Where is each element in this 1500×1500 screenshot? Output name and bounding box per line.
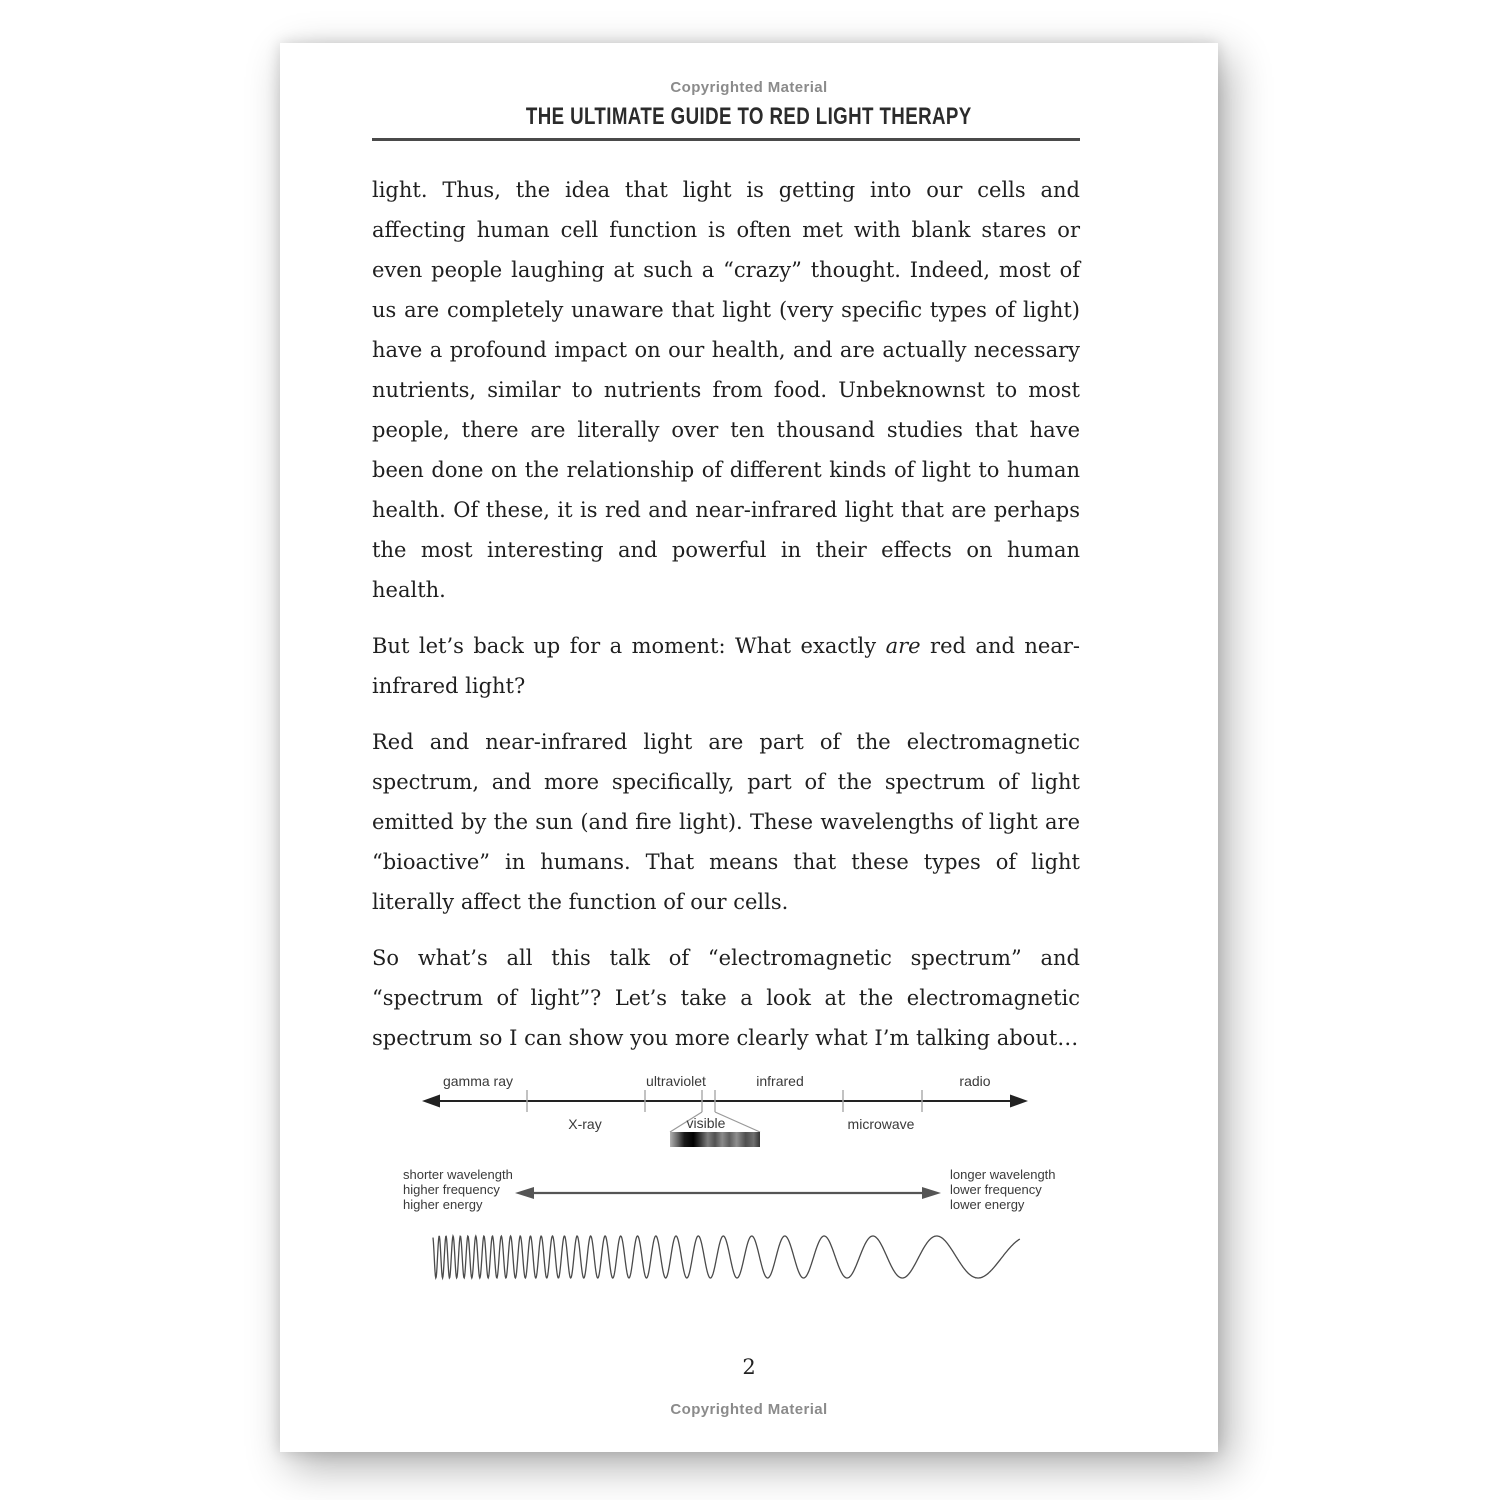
svg-text:lower frequency: lower frequency [950,1182,1042,1197]
page-number: 2 [742,1355,756,1379]
chirp-wave [433,1236,1020,1278]
copyright-notice-top: Copyrighted Material [670,79,828,96]
paragraph-2-emphasis: are [885,634,921,658]
annotation-shorter-wavelength [403,1167,513,1212]
axis-left-arrowhead [422,1095,440,1108]
paragraph-2-end: red and near-infrared light? [372,634,1080,698]
body-text [372,170,1080,1074]
label-visible: visible [686,1115,726,1131]
svg-text:shorter wavelength: shorter wavelength [403,1167,513,1182]
book-page [280,43,1218,1452]
label-xray: X-ray [568,1116,602,1132]
label-gamma-ray: gamma ray [442,1073,514,1089]
svg-text:higher frequency: higher frequency [403,1182,500,1197]
paragraph-2-start: But let’s back up for a moment: What exactly [372,634,886,658]
label-ultraviolet: ultraviolet [646,1073,706,1089]
svg-text:longer wavelength: longer wavelength [950,1167,1056,1182]
wavelength-arrow-left-head [515,1187,534,1199]
paragraph-3: Red and near-infrared light are part of the electromagnetic spectrum, and more specifically, part of the spectrum of light emitted by the sun (and fire light). These wavelengths of light are “bioactive” in humans. That means that these types of light literally affect the function of our cells. [372,730,1080,914]
annotation-longer-wavelength [950,1167,1056,1212]
copyright-notice-bottom: Copyrighted Material [670,1401,828,1418]
electromagnetic-spectrum-diagram [395,1060,1060,1310]
label-microwave: microwave [847,1116,915,1132]
paragraph-4: So what’s all this talk of “electromagnetic spectrum” and “spectrum of light”? Let’s take a look at the electromagnetic spectrum so I can show you more clearly what I’m talking about… [372,946,1080,1050]
svg-text:lower energy: lower energy [950,1197,1025,1212]
svg-text:higher energy: higher energy [403,1197,483,1212]
visible-spectrum-bar [670,1132,760,1147]
axis-right-arrowhead [1010,1095,1028,1108]
label-infrared: infrared [756,1073,804,1089]
running-header [280,103,1218,131]
paragraph-1: light. Thus, the idea that light is getting into our cells and affecting human cell function is often met with blank stares or even people laughing at such a “crazy” thought. Indeed, most of us are completely unaware that light (very specific types of light) have a profound impact on our health, and are actually necessary nutrients, similar to nutrients from food. Unbeknownst to most people, there are literally over ten thousand studies that have been done on the relationship of different kinds of light to human health. Of these, it is red and near-infrared light that are perhaps the most interesting and powerful in their effects on human health. [372,178,1080,602]
page-title: THE ULTIMATE GUIDE TO RED LIGHT THERAPY [526,103,972,130]
label-radio: radio [959,1073,991,1089]
wavelength-arrow-right-head [922,1187,941,1199]
header-rule [372,138,1080,141]
paragraph-2 [372,626,1080,706]
